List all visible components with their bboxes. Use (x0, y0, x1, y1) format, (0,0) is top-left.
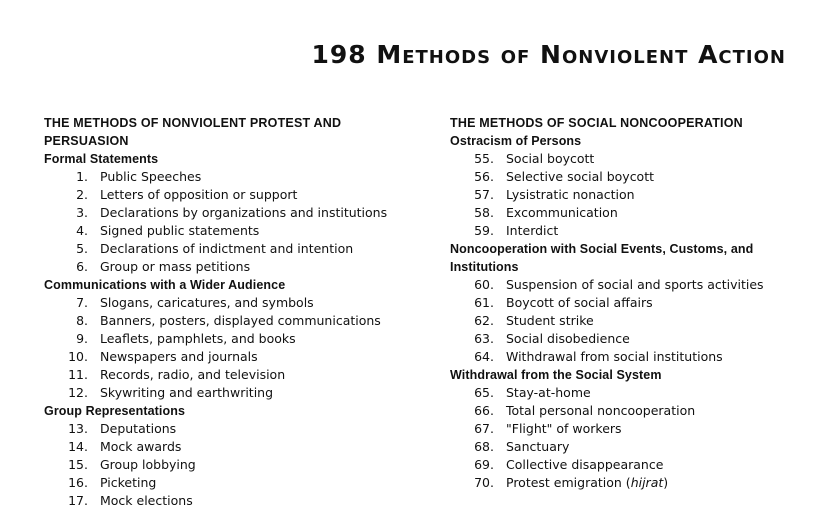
item-text (506, 384, 591, 402)
list-item (450, 474, 822, 492)
item-number: 67. (474, 421, 494, 436)
item-number: 10. (68, 349, 88, 364)
item-number: 61. (474, 295, 494, 310)
list-item (44, 474, 404, 492)
item-number: 16. (68, 475, 88, 490)
item-number: 17. (68, 493, 88, 508)
item-text-main: Interdict (506, 223, 559, 238)
item-text (506, 312, 594, 330)
section-heading-protest-persuasion: THE METHODS OF NONVIOLENT PROTEST AND PERSUASION (44, 116, 342, 148)
item-number: 3. (76, 205, 88, 220)
item-text-main: Group lobbying (100, 457, 196, 472)
list-item (450, 312, 822, 330)
item-number: 55. (474, 151, 494, 166)
item-text (100, 186, 297, 204)
item-text-main: Withdrawal from social institutions (506, 349, 723, 364)
list-item (44, 204, 404, 222)
list-item (450, 204, 822, 222)
section-heading-social-noncooperation: THE METHODS OF SOCIAL NONCOOPERATION (450, 116, 743, 130)
right-column (450, 114, 822, 492)
list-item (44, 240, 404, 258)
item-text-main: Declarations by organizations and institutions (100, 205, 388, 220)
item-number: 8. (76, 313, 88, 328)
item-text-main: Protest emigration ( (506, 475, 631, 490)
item-number: 6. (76, 259, 88, 274)
item-text (506, 474, 668, 492)
list-item (450, 330, 822, 348)
list-item (44, 438, 404, 456)
item-text-italic: hijrat (630, 475, 664, 490)
subheading: Group Representations (44, 404, 186, 418)
item-text-main: Leaflets, pamphlets, and books (100, 331, 296, 346)
item-text-main: Total personal noncooperation (506, 403, 696, 418)
item-number: 60. (474, 277, 494, 292)
item-text-main: Student strike (506, 313, 594, 328)
item-text (506, 168, 654, 186)
item-text-main: Records, radio, and television (100, 367, 286, 382)
item-text (506, 402, 695, 420)
item-text-main: Lysistratic nonaction (506, 187, 635, 202)
item-text-main: Selective social boycott (506, 169, 655, 184)
list-item (450, 348, 822, 366)
list-item (44, 330, 404, 348)
item-text-main: Excommunication (506, 205, 618, 220)
item-text-main: Stay-at-home (506, 385, 591, 400)
left-column (44, 114, 404, 510)
item-number: 66. (474, 403, 494, 418)
item-text-main: Mock awards (100, 439, 182, 454)
list-item (450, 294, 822, 312)
item-text (100, 204, 387, 222)
item-text (100, 240, 353, 258)
item-text-main: Deputations (100, 421, 177, 436)
item-text (506, 150, 594, 168)
item-number: 15. (68, 457, 88, 472)
item-number: 56. (474, 169, 494, 184)
item-text-main: Boycott of social affairs (506, 295, 653, 310)
list-item (450, 456, 822, 474)
item-text (100, 384, 273, 402)
item-text (100, 438, 181, 456)
item-text-main: Mock elections (100, 493, 193, 508)
item-number: 9. (76, 331, 88, 346)
item-number: 12. (68, 385, 88, 400)
item-text-main: Group or mass petitions (100, 259, 251, 274)
list-item (450, 420, 822, 438)
item-number: 58. (474, 205, 494, 220)
item-text (506, 438, 569, 456)
item-text-main: Declarations of indictment and intention (100, 241, 354, 256)
item-number: 2. (76, 187, 88, 202)
list-item (450, 438, 822, 456)
page-title: 198 Methods of Nonviolent Action (311, 40, 786, 69)
item-text (100, 420, 176, 438)
item-text (506, 348, 723, 366)
item-text (100, 222, 259, 240)
item-text-main: "Flight" of workers (506, 421, 622, 436)
item-text (100, 258, 250, 276)
list-item (44, 348, 404, 366)
list-item (44, 294, 404, 312)
item-number: 62. (474, 313, 494, 328)
list-item (44, 312, 404, 330)
list-item (44, 384, 404, 402)
item-number: 63. (474, 331, 494, 346)
group-list-right (450, 132, 822, 492)
item-text (506, 186, 635, 204)
subheading: Communications with a Wider Audience (44, 278, 286, 292)
item-number: 69. (474, 457, 494, 472)
list-item (44, 168, 404, 186)
list-item (450, 384, 822, 402)
item-text (100, 330, 296, 348)
item-number: 57. (474, 187, 494, 202)
list-item (450, 150, 822, 168)
item-number: 59. (474, 223, 494, 238)
list-item (44, 492, 404, 510)
item-text (506, 204, 618, 222)
item-number: 14. (68, 439, 88, 454)
item-text-main: Sanctuary (506, 439, 570, 454)
item-text-main: Letters of opposition or support (100, 187, 298, 202)
item-number: 4. (76, 223, 88, 238)
item-text (506, 330, 630, 348)
item-text (506, 456, 663, 474)
item-text (100, 348, 258, 366)
list-item (44, 222, 404, 240)
item-text-main: Public Speeches (100, 169, 202, 184)
item-number: 1. (76, 169, 88, 184)
item-number: 13. (68, 421, 88, 436)
list-item (450, 402, 822, 420)
item-text (100, 492, 193, 510)
item-text (100, 294, 314, 312)
list-item (44, 456, 404, 474)
item-text-main: Skywriting and earthwriting (100, 385, 274, 400)
item-number: 68. (474, 439, 494, 454)
subheading: Withdrawal from the Social System (450, 368, 662, 382)
list-item (44, 420, 404, 438)
item-number: 64. (474, 349, 494, 364)
list-item (44, 366, 404, 384)
item-text (100, 312, 381, 330)
item-text-main: Suspension of social and sports activities (506, 277, 764, 292)
item-text (506, 276, 764, 294)
item-text (100, 366, 285, 384)
item-number: 65. (474, 385, 494, 400)
item-text-after: ) (663, 475, 669, 490)
list-item (44, 258, 404, 276)
item-text-main: Newspapers and journals (100, 349, 258, 364)
item-text (100, 168, 201, 186)
item-text-main: Collective disappearance (506, 457, 664, 472)
item-text (100, 456, 196, 474)
item-text (506, 294, 653, 312)
item-text (100, 474, 156, 492)
item-number: 7. (76, 295, 88, 310)
item-text-main: Picketing (100, 475, 157, 490)
list-item (450, 222, 822, 240)
item-text-main: Signed public statements (100, 223, 260, 238)
subheading: Ostracism of Persons (450, 134, 582, 148)
list-item (44, 186, 404, 204)
item-text (506, 222, 558, 240)
group-list-left (44, 150, 404, 510)
item-number: 70. (474, 475, 494, 490)
item-text-main: Slogans, caricatures, and symbols (100, 295, 314, 310)
list-item (450, 276, 822, 294)
subheading: Noncooperation with Social Events, Customs, and Institutions (450, 242, 754, 274)
item-text-main: Social boycott (506, 151, 595, 166)
list-item (450, 168, 822, 186)
item-text (506, 420, 622, 438)
item-text-main: Social disobedience (506, 331, 630, 346)
item-number: 5. (76, 241, 88, 256)
item-text-main: Banners, posters, displayed communications (100, 313, 381, 328)
list-item (450, 186, 822, 204)
item-number: 11. (68, 367, 88, 382)
subheading: Formal Statements (44, 152, 159, 166)
